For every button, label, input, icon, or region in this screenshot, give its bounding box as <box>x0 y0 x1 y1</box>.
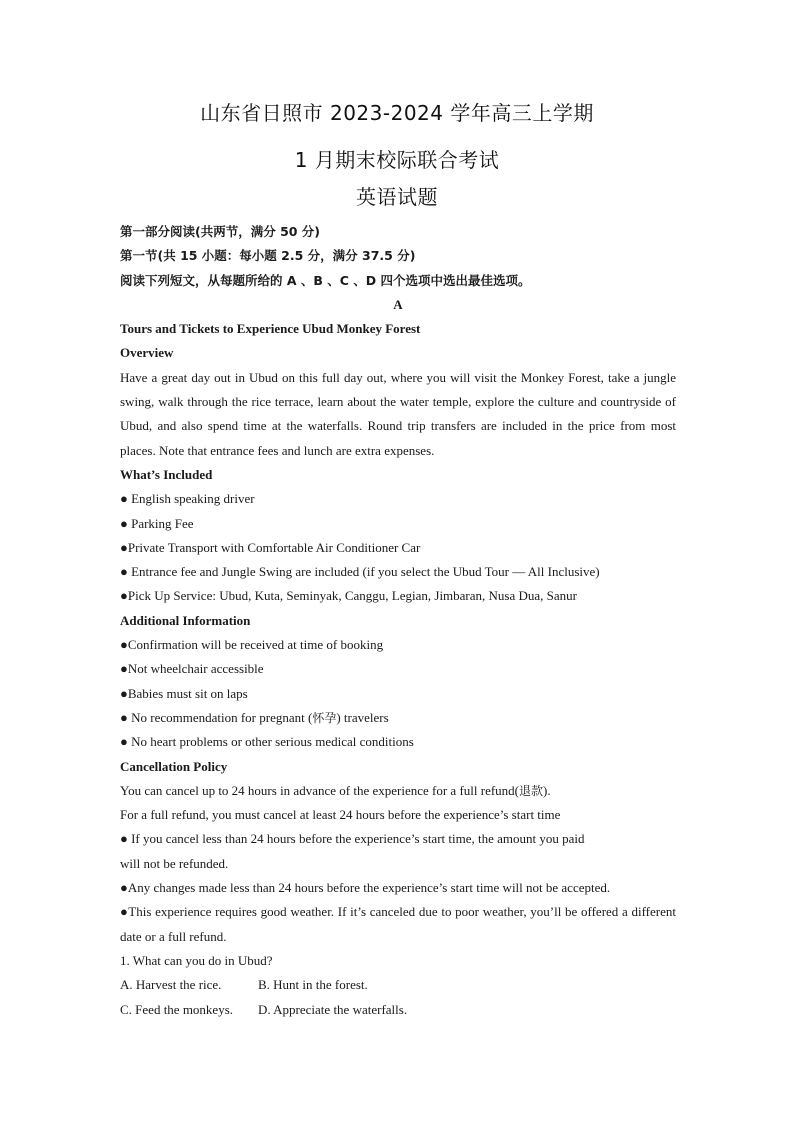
exam-content <box>120 220 676 1022</box>
cancel-text-after: ). <box>543 782 551 798</box>
included-heading: What’s Included <box>120 466 213 482</box>
option-c: C. Feed the monkeys. <box>120 1001 234 1017</box>
refund-gloss: 退款 <box>519 783 544 798</box>
cancel-line: will not be refunded. <box>120 855 229 871</box>
directions: 阅读下列短文，从每题所给的 A 、B 、C 、D 四个选项中选出最佳选项。 <box>120 272 531 288</box>
part-heading: 第一部分阅读(共两节，满分 50 分) <box>120 224 321 239</box>
additional-item-pregnant <box>120 706 676 730</box>
pregnant-text-before: ● No recommendation for pregnant ( <box>120 709 313 725</box>
exam-title-line2: 1 月期末校际联合考试 <box>294 148 500 172</box>
additional-item: ●Not wheelchair accessible <box>120 661 264 677</box>
additional-heading: Additional Information <box>120 612 251 628</box>
overview-text: Have a great day out in Ubud on this full day out, where you will visit the Monkey Forest, take a jungle swing, walk through the rice terrace, learn about the water temple, explore the culture and countryside of Ubud, and also spend time at the waterfalls. Round trip transfers are included in the price from most places. Note that entrance fees and lunch are extra expenses. <box>120 369 676 458</box>
option-d: D. Appreciate the waterfalls. <box>258 1001 408 1017</box>
cancel-line: ●This experience requires good weather. If it’s canceled due to poor weather, you’ll be offered a different date or a full refund. <box>120 904 676 944</box>
additional-item: ●Confirmation will be received at time of booking <box>120 637 384 653</box>
exam-title-line1: 山东省日照市 2023-2024 学年高三上学期 <box>200 101 594 125</box>
option-a: A. Harvest the rice. <box>120 977 222 993</box>
cancellation-heading: Cancellation Policy <box>120 758 228 774</box>
included-item: ● Entrance fee and Jungle Swing are included (if you select the Ubud Tour — All Inclusive) <box>120 564 600 580</box>
question-options-row1 <box>120 973 676 997</box>
pregnant-gloss: 怀孕 <box>312 710 337 725</box>
included-item: ●Pick Up Service: Ubud, Kuta, Seminyak, Canggu, Legian, Jimbaran, Nusa Dua, Sanur <box>120 588 577 604</box>
included-item: ●Private Transport with Comfortable Air Conditioner Car <box>120 539 421 555</box>
cancel-line <box>120 779 676 803</box>
question-options-row2 <box>120 998 676 1022</box>
passage-label: A <box>393 296 403 312</box>
section-heading: 第一节(共 15 小题：每小题 2.5 分，满分 37.5 分) <box>120 248 416 264</box>
overview-heading: Overview <box>120 345 174 361</box>
cancel-line: ● If you cancel less than 24 hours before the experience’s start time, the amount you paid <box>120 831 585 847</box>
included-item: ● English speaking driver <box>120 491 255 507</box>
pregnant-text-after: ) travelers <box>336 709 389 725</box>
additional-item: ● No heart problems or other serious medical conditions <box>120 734 414 750</box>
exam-title-line3: 英语试题 <box>356 185 438 209</box>
option-b: B. Hunt in the forest. <box>258 977 368 993</box>
additional-item: ●Babies must sit on laps <box>120 685 248 701</box>
included-item: ● Parking Fee <box>120 515 194 531</box>
passage-title: Tours and Tickets to Experience Ubud Monkey Forest <box>120 321 421 337</box>
question-stem: 1. What can you do in Ubud? <box>120 952 273 968</box>
cancel-line: ●Any changes made less than 24 hours before the experience’s start time will not be accepted. <box>120 880 611 896</box>
cancel-text-before: You can cancel up to 24 hours in advance of the experience for a full refund( <box>120 782 520 798</box>
cancel-line: For a full refund, you must cancel at least 24 hours before the experience’s start time <box>120 807 561 823</box>
